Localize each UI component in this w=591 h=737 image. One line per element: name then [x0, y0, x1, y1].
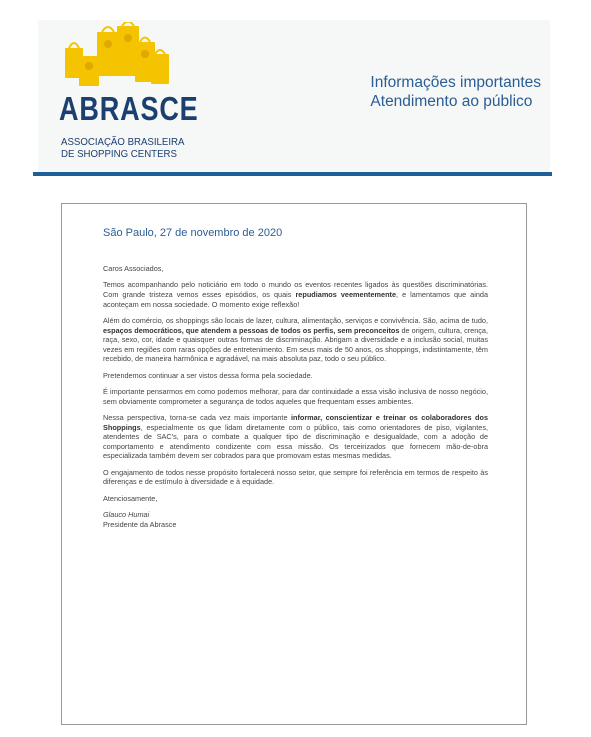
- p2-text-end: de origem, cultura, crença, raça, sexo, cor, idade e quaisquer outras formas de discriminação. Abrigam a diversidade e a inclusão social, muitas vezes em regiões com raras opções de entretenimento. Em seus mais de 50 anos, os shoppings, indistintamente, têm recebido, de maneira harmônica e agradável, na mais absoluta paz, todo o seu público.: [103, 325, 488, 364]
- logo-subtitle: [61, 136, 184, 160]
- paragraph-3: Pretendemos continuar a ser vistos dessa forma pela sociedade.: [103, 370, 313, 380]
- p1-text-end: , e lamentamos que ainda aconteçam em nossa sociedade. O momento exige reflexão!: [103, 289, 489, 309]
- p5-bold: informar, conscientizar e treinar os colaboradores dos Shoppings: [103, 413, 489, 432]
- paragraph-1: [103, 280, 488, 309]
- paragraph-6: O engajamento de todos nesse propósito fortalecerá nosso setor, que sempre foi referência em termos de respeito às diferenças e de estímulo à diversidade e à equidade.: [103, 467, 488, 487]
- closing: Atenciosamente,: [103, 493, 158, 503]
- signature-block: [103, 510, 488, 529]
- p1-bold: repudiamos veementemente: [295, 289, 397, 299]
- letter-body: [103, 264, 488, 529]
- signer-name: Glauco Humai: [103, 510, 150, 520]
- logo-wordmark: ABRASCE: [59, 90, 199, 127]
- p2-bold: espaços democráticos, que atendem a pessoas de todos os perfis, sem preconceitos: [103, 325, 400, 335]
- paragraph-5: [103, 413, 488, 461]
- p5-text-end: , especialmente os que lidam diretamente com o público, tais como orientadores de piso, vigilantes, atendentes de SAC's, para o combate a qualquer tipo de discriminação e desigualdade, com a adoção de comportamento e atendimento condizente com essa missão. Os terceirizados que fornecem mão-de-obra especializada também devem ser cobrados para que promovam estas mesmas medidas.: [103, 422, 488, 461]
- p2-text: Além do comércio, os shoppings são locais de lazer, cultura, alimentação, serviços e convivência. São, acima de tudo,: [103, 315, 488, 325]
- signer-role: Presidente da Abrasce: [103, 519, 177, 529]
- abrasce-logo: [57, 22, 199, 172]
- letter-date: São Paulo, 27 de novembro de 2020: [103, 227, 283, 239]
- header-divider: [33, 172, 552, 176]
- p5-text: Nessa perspectiva, torna-se cada vez mais importante: [103, 413, 291, 423]
- greeting: Caros Associados,: [103, 264, 164, 273]
- shopping-bags-logo-icon: [63, 22, 173, 97]
- p1-text: Temos acompanhando pelo noticiário em todo o mundo os eventos recentes ligados às questões discriminatórias. Com grande tristeza vemos esses episódios, os quais: [103, 280, 488, 299]
- logo-subtitle-line2: DE SHOPPING CENTERS: [61, 148, 177, 160]
- header-title-line2: Atendimento ao público: [370, 93, 533, 110]
- header-title-line1: Informações importantes: [370, 74, 541, 91]
- header-title: [370, 73, 541, 111]
- paragraph-4: É importante pensarmos em como podemos melhorar, para dar continuidade a essa visão inclusiva de nosso negócio, sem obviamente comprometer a segurança de todos aqueles que frequentam esses ambientes.: [103, 387, 488, 406]
- paragraph-2: [103, 316, 488, 364]
- logo-subtitle-line1: ASSOCIAÇÃO BRASILEIRA: [61, 136, 185, 148]
